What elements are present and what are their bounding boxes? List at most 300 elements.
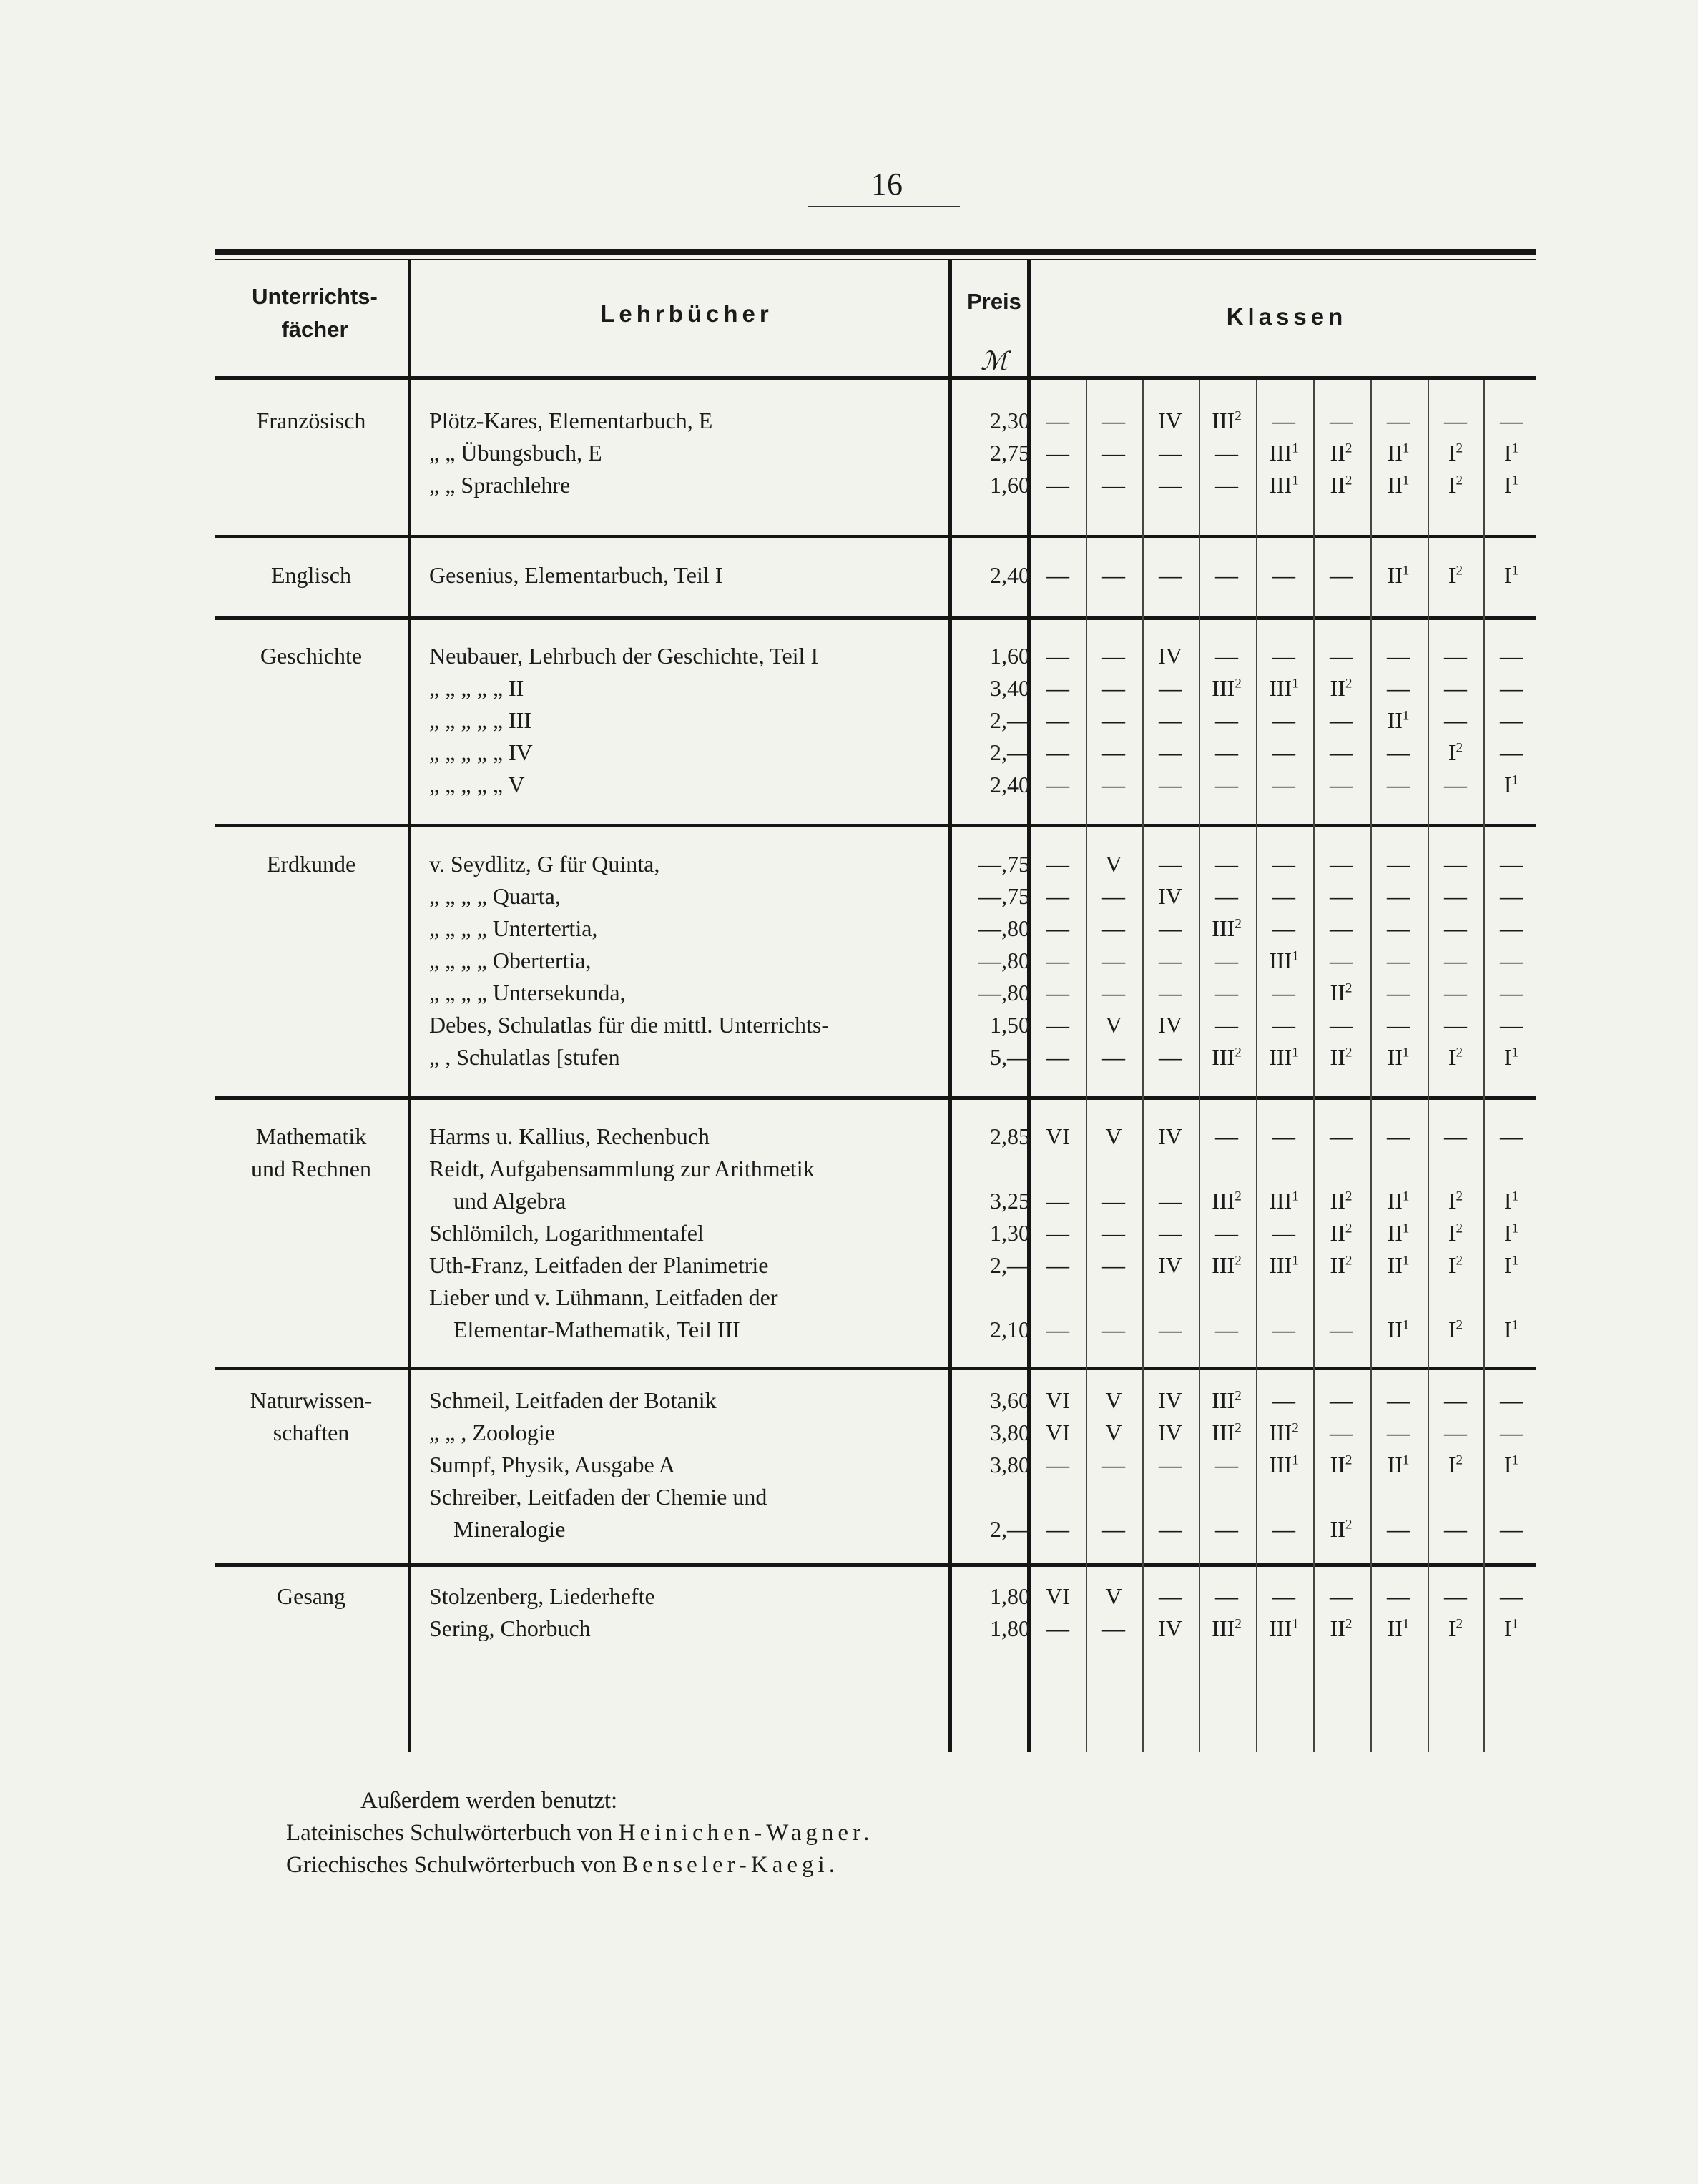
class-mark: —	[1159, 1317, 1182, 1342]
class-mark: —	[1330, 739, 1353, 765]
textbook-title: „ , Schulatlas [stufen	[429, 1044, 620, 1070]
class-mark: —	[1330, 1387, 1353, 1413]
footer-latin-text: Lateinisches Schulwörterbuch von	[286, 1820, 613, 1846]
price-value: 2,40	[990, 772, 1030, 797]
class-mark: III$^2$	[1212, 1252, 1242, 1278]
class-mark: —	[1500, 707, 1523, 733]
class-mark: —	[1159, 472, 1182, 498]
class-mark: —	[1500, 1583, 1523, 1609]
class-mark: —	[1387, 408, 1410, 433]
header-subject: Unterrichts- fächer	[252, 284, 378, 342]
class-mark: $I^2$	[1448, 1044, 1463, 1070]
textbook-title: Plötz-Kares, Elementarbuch, E	[429, 408, 713, 433]
class-mark: —	[1102, 562, 1125, 588]
class-mark: —	[1046, 1220, 1069, 1246]
class-mark: III$^2$	[1212, 1044, 1242, 1070]
class-mark: —	[1387, 851, 1410, 877]
header-currency: ℳ	[980, 347, 1009, 375]
class-mark: $II^2$	[1330, 1516, 1353, 1542]
class-mark: —	[1387, 1123, 1410, 1149]
class-mark: —	[1159, 1188, 1182, 1214]
header-classes: Klassen	[1226, 303, 1348, 330]
class-mark: —	[1215, 1220, 1238, 1246]
class-mark: —	[1444, 1387, 1467, 1413]
class-mark: $I^1$	[1503, 562, 1519, 588]
class-mark: $II^1$	[1387, 707, 1410, 733]
class-mark: —	[1387, 948, 1410, 973]
class-mark: —	[1330, 851, 1353, 877]
class-mark: —	[1272, 562, 1295, 588]
price-value: 3,60	[990, 1387, 1030, 1413]
class-mark: —	[1159, 772, 1182, 797]
textbook-title: Schmeil, Leitfaden der Botanik	[429, 1387, 717, 1413]
class-mark: —	[1159, 1220, 1182, 1246]
price-value: 1,80	[990, 1615, 1030, 1641]
class-mark: —	[1046, 1012, 1069, 1038]
class-mark: III$^1$	[1269, 1188, 1299, 1214]
class-mark: —	[1272, 980, 1295, 1005]
class-mark: —	[1046, 948, 1069, 973]
class-mark: —	[1102, 1044, 1125, 1070]
class-mark: —	[1102, 915, 1125, 941]
class-mark: —	[1272, 915, 1295, 941]
class-mark: —	[1159, 562, 1182, 588]
class-mark: —	[1500, 1012, 1523, 1038]
class-mark: III$^2$	[1212, 1387, 1242, 1413]
class-mark: —	[1272, 408, 1295, 433]
class-mark: III$^1$	[1269, 440, 1299, 466]
class-mark: —	[1215, 772, 1238, 797]
class-mark: III$^2$	[1212, 1615, 1242, 1641]
class-mark: —	[1330, 1123, 1353, 1149]
class-mark: —	[1330, 707, 1353, 733]
class-mark: VI	[1046, 1420, 1070, 1445]
class-mark: $I^1$	[1503, 440, 1519, 466]
class-mark: —	[1330, 915, 1353, 941]
class-mark: —	[1215, 739, 1238, 765]
class-mark: —	[1215, 1317, 1238, 1342]
class-mark: IV	[1158, 1420, 1182, 1445]
class-mark: III$^1$	[1269, 1615, 1299, 1641]
class-mark: —	[1330, 1317, 1353, 1342]
class-mark: $I^2$	[1448, 1615, 1463, 1641]
class-mark: —	[1159, 675, 1182, 701]
class-mark: —	[1444, 772, 1467, 797]
textbook-title: Uth-Franz, Leitfaden der Planimetrie	[429, 1252, 769, 1278]
textbook-title: Sumpf, Physik, Ausgabe A	[429, 1452, 676, 1477]
class-mark: V	[1105, 1012, 1122, 1038]
class-mark: —	[1046, 772, 1069, 797]
price-value: 2,75	[990, 440, 1030, 466]
class-mark: —	[1159, 1044, 1182, 1070]
price-value: —,80	[978, 948, 1030, 973]
class-mark: —	[1102, 1615, 1125, 1641]
textbook-title: „ „ „ „ „ III	[429, 707, 531, 733]
section-separator	[215, 824, 1536, 827]
class-mark: $II^2$	[1330, 440, 1353, 466]
class-mark: —	[1046, 707, 1069, 733]
class-mark: —	[1102, 472, 1125, 498]
class-mark: —	[1046, 915, 1069, 941]
class-mark: —	[1215, 1452, 1238, 1477]
class-mark: —	[1272, 851, 1295, 877]
class-mark: IV	[1158, 1615, 1182, 1641]
class-mark: $II^1$	[1387, 1044, 1410, 1070]
class-mark: V	[1105, 1583, 1122, 1609]
class-mark: —	[1444, 915, 1467, 941]
subject-label: Mathematik und Rechnen	[251, 1123, 371, 1181]
class-mark: —	[1046, 851, 1069, 877]
price-value: 1,30	[990, 1220, 1030, 1246]
textbook-title: und Algebra	[453, 1188, 566, 1214]
class-mark: —	[1330, 1583, 1353, 1609]
class-mark: —	[1500, 1387, 1523, 1413]
class-mark: —	[1387, 1583, 1410, 1609]
class-mark: —	[1330, 948, 1353, 973]
class-mark: —	[1046, 739, 1069, 765]
class-mark: —	[1215, 643, 1238, 669]
class-mark: —	[1159, 739, 1182, 765]
textbook-title: „ „ „ „ Untertertia,	[429, 915, 598, 941]
class-mark: $II^2$	[1330, 980, 1353, 1005]
class-mark: —	[1215, 562, 1238, 588]
class-mark: $I^1$	[1503, 1252, 1519, 1278]
class-mark: —	[1272, 1123, 1295, 1149]
price-value: 2,40	[990, 562, 1030, 588]
class-mark: —	[1444, 1012, 1467, 1038]
class-mark: —	[1500, 1420, 1523, 1445]
class-mark: —	[1330, 883, 1353, 909]
class-mark: —	[1046, 1252, 1069, 1278]
textbook-title: Schlömilch, Logarithmentafel	[429, 1220, 704, 1246]
class-mark: —	[1387, 1387, 1410, 1413]
class-mark: —	[1215, 1012, 1238, 1038]
table-top-rule	[215, 249, 1536, 255]
class-mark: —	[1102, 1452, 1125, 1477]
textbook-title: Neubauer, Lehrbuch der Geschichte, Teil I	[429, 643, 819, 669]
class-mark: $II^1$	[1387, 1317, 1410, 1342]
class-mark: —	[1387, 1420, 1410, 1445]
section-separator	[215, 616, 1536, 620]
class-mark: $II^1$	[1387, 1452, 1410, 1477]
price-value: —,75	[978, 851, 1030, 877]
class-mark: —	[1387, 980, 1410, 1005]
class-mark: —	[1215, 1516, 1238, 1542]
class-mark: —	[1215, 948, 1238, 973]
class-mark: —	[1159, 1452, 1182, 1477]
class-mark: VI	[1046, 1123, 1070, 1149]
textbook-title: „ „ Übungsbuch, E	[429, 440, 602, 466]
class-mark: $I^1$	[1503, 1220, 1519, 1246]
class-mark: —	[1444, 643, 1467, 669]
class-mark: —	[1102, 980, 1125, 1005]
class-mark: —	[1102, 1516, 1125, 1542]
footer-greek-author: Benseler-Kaegi.	[622, 1852, 839, 1878]
class-mark: $II^1$	[1387, 1615, 1410, 1641]
class-mark: III$^2$	[1212, 408, 1242, 433]
class-mark: —	[1330, 1012, 1353, 1038]
class-mark: III$^1$	[1269, 1252, 1299, 1278]
class-mark: $II^2$	[1330, 675, 1353, 701]
class-mark: —	[1387, 1516, 1410, 1542]
footer-latin-author: Heinichen-Wagner.	[618, 1820, 874, 1846]
class-mark: —	[1046, 472, 1069, 498]
class-mark: —	[1102, 408, 1125, 433]
class-mark: V	[1105, 1387, 1122, 1413]
class-mark: —	[1215, 883, 1238, 909]
price-value: 2,—	[990, 707, 1030, 733]
class-mark: —	[1272, 1012, 1295, 1038]
subject-column-rule	[408, 260, 411, 1752]
class-mark: IV	[1158, 883, 1182, 909]
textbook-title: „ „ , Zoologie	[429, 1420, 555, 1445]
class-mark: $I^1$	[1503, 1452, 1519, 1477]
class-mark: $I^2$	[1448, 1220, 1463, 1246]
class-mark: —	[1046, 1317, 1069, 1342]
footer-line-latin	[286, 1817, 873, 1849]
class-mark: —	[1215, 1123, 1238, 1149]
table-top-rule-thin	[215, 259, 1536, 260]
price-value: 2,85	[990, 1123, 1030, 1149]
class-mark: $I^1$	[1503, 1317, 1519, 1342]
price-value: 1,60	[990, 472, 1030, 498]
class-mark: $II^1$	[1387, 440, 1410, 466]
class-mark: $II^1$	[1387, 472, 1410, 498]
class-mark: —	[1500, 948, 1523, 973]
class-mark: $II^2$	[1330, 1615, 1353, 1641]
textbook-title: „ „ „ „ „ II	[429, 675, 524, 701]
subject-label: Naturwissen- schaften	[250, 1387, 373, 1445]
textbook-title: „ „ „ „ „ IV	[429, 739, 533, 765]
class-mark: —	[1215, 472, 1238, 498]
class-mark: —	[1500, 739, 1523, 765]
class-mark: $I^2$	[1448, 1252, 1463, 1278]
class-mark: —	[1159, 1583, 1182, 1609]
class-mark: III$^1$	[1269, 1452, 1299, 1477]
textbook-title: „ „ „ „ Untersekunda,	[429, 980, 626, 1005]
class-mark: —	[1102, 440, 1125, 466]
textbook-title: „ „ „ „ Quarta,	[429, 883, 561, 909]
class-mark: $II^1$	[1387, 1252, 1410, 1278]
class-mark: —	[1500, 851, 1523, 877]
price-value: 3,80	[990, 1420, 1030, 1445]
footer-line-greek	[286, 1849, 873, 1882]
class-mark: —	[1046, 1615, 1069, 1641]
class-mark: —	[1330, 408, 1353, 433]
header-bottom-rule	[215, 376, 1536, 380]
subject-label: Erdkunde	[266, 851, 356, 877]
class-mark: V	[1105, 1420, 1122, 1445]
class-mark: V	[1105, 1123, 1122, 1149]
class-mark: —	[1500, 883, 1523, 909]
price-value: 2,—	[990, 1252, 1030, 1278]
textbook-title: Sering, Chorbuch	[429, 1615, 591, 1641]
textbook-title: v. Seydlitz, G für Quinta,	[429, 851, 660, 877]
class-mark: —	[1444, 1516, 1467, 1542]
class-mark: —	[1102, 1220, 1125, 1246]
section-separator	[215, 1367, 1536, 1370]
textbook-title: Harms u. Kallius, Rechenbuch	[429, 1123, 710, 1149]
price-value: —,80	[978, 915, 1030, 941]
textbook-title: Stolzenberg, Liederhefte	[429, 1583, 655, 1609]
class-mark: —	[1272, 772, 1295, 797]
class-mark: —	[1330, 1420, 1353, 1445]
class-mark: —	[1387, 883, 1410, 909]
class-mark: —	[1215, 980, 1238, 1005]
class-mark: —	[1046, 440, 1069, 466]
class-mark: —	[1159, 1516, 1182, 1542]
textbook-title: „ „ „ „ „ V	[429, 772, 525, 797]
price-value: 5,—	[990, 1044, 1030, 1070]
class-mark: —	[1046, 643, 1069, 669]
class-mark: IV	[1158, 1012, 1182, 1038]
class-mark: $I^2$	[1448, 440, 1463, 466]
price-value: —,75	[978, 883, 1030, 909]
class-mark: VI	[1046, 1387, 1070, 1413]
class-mark: —	[1444, 851, 1467, 877]
class-mark: —	[1444, 948, 1467, 973]
class-mark: IV	[1158, 1123, 1182, 1149]
class-mark: $II^1$	[1387, 1220, 1410, 1246]
class-mark: IV	[1158, 408, 1182, 433]
class-mark: —	[1102, 772, 1125, 797]
class-mark: V	[1105, 851, 1122, 877]
class-mark: —	[1046, 1044, 1069, 1070]
class-mark: —	[1387, 1012, 1410, 1038]
class-mark: $I^1$	[1503, 472, 1519, 498]
class-mark: $I^2$	[1448, 1188, 1463, 1214]
price-value: —,80	[978, 980, 1030, 1005]
price-value: 2,10	[990, 1317, 1030, 1342]
class-mark: III$^2$	[1212, 915, 1242, 941]
class-mark: $II^2$	[1330, 1452, 1353, 1477]
textbook-title: Reidt, Aufgabensammlung zur Arithmetik	[429, 1156, 815, 1181]
class-mark: —	[1387, 643, 1410, 669]
class-mark: —	[1444, 980, 1467, 1005]
subject-label: Gesang	[277, 1583, 345, 1609]
class-mark: —	[1272, 1516, 1295, 1542]
footer-note	[286, 1785, 873, 1882]
subject-label: Französisch	[256, 408, 366, 433]
class-mark: III$^2$	[1212, 1188, 1242, 1214]
section-separator	[215, 535, 1536, 538]
class-mark: III$^1$	[1269, 675, 1299, 701]
class-mark: $II^2$	[1330, 1252, 1353, 1278]
class-mark: —	[1215, 851, 1238, 877]
section-separator	[215, 1096, 1536, 1100]
header-books: Lehrbücher	[600, 300, 773, 327]
class-mark: —	[1387, 772, 1410, 797]
class-mark: —	[1102, 739, 1125, 765]
price-value: 3,25	[990, 1188, 1030, 1214]
class-mark: —	[1215, 440, 1238, 466]
class-mark: —	[1102, 643, 1125, 669]
class-mark: —	[1444, 1123, 1467, 1149]
section-separator	[215, 1563, 1536, 1567]
class-mark: —	[1102, 1317, 1125, 1342]
textbook-title: Debes, Schulatlas für die mittl. Unterrichts-	[429, 1012, 829, 1038]
textbook-title: Lieber und v. Lühmann, Leitfaden der	[429, 1284, 778, 1310]
class-mark: $II^2$	[1330, 472, 1353, 498]
class-mark: $I^1$	[1503, 772, 1519, 797]
class-mark: IV	[1158, 1387, 1182, 1413]
class-mark: —	[1444, 707, 1467, 733]
class-mark: —	[1159, 980, 1182, 1005]
class-mark: —	[1046, 562, 1069, 588]
class-mark: —	[1159, 707, 1182, 733]
class-mark: —	[1046, 883, 1069, 909]
class-mark: III$^1$	[1269, 1044, 1299, 1070]
class-mark: —	[1387, 739, 1410, 765]
class-mark: $I^2$	[1448, 1317, 1463, 1342]
class-mark: IV	[1158, 643, 1182, 669]
class-mark: —	[1444, 883, 1467, 909]
subject-label: Englisch	[271, 562, 351, 588]
page-number-rule	[808, 206, 960, 207]
class-mark: —	[1500, 643, 1523, 669]
price-value: 1,50	[990, 1012, 1030, 1038]
textbook-title: Mineralogie	[453, 1516, 566, 1542]
class-mark: —	[1500, 675, 1523, 701]
price-value: 1,60	[990, 643, 1030, 669]
class-mark: $II^2$	[1330, 1188, 1353, 1214]
class-mark: $I^1$	[1503, 1044, 1519, 1070]
class-mark: —	[1272, 1583, 1295, 1609]
textbook-title: „ „ Sprachlehre	[429, 472, 571, 498]
class-mark: —	[1102, 707, 1125, 733]
class-mark: $I^1$	[1503, 1188, 1519, 1214]
price-value: 3,80	[990, 1452, 1030, 1477]
price-value: 3,40	[990, 675, 1030, 701]
class-mark: $I^2$	[1448, 562, 1463, 588]
class-mark: $II^1$	[1387, 562, 1410, 588]
class-mark: $I^2$	[1448, 1452, 1463, 1477]
textbook-title: Gesenius, Elementarbuch, Teil I	[429, 562, 723, 588]
class-mark: III$^2$	[1212, 1420, 1242, 1445]
class-mark: —	[1272, 739, 1295, 765]
class-mark: —	[1102, 1188, 1125, 1214]
price-value: 2,30	[990, 408, 1030, 433]
class-mark: —	[1159, 915, 1182, 941]
class-mark: —	[1272, 1220, 1295, 1246]
class-mark: —	[1102, 883, 1125, 909]
class-mark: $II^2$	[1330, 1044, 1353, 1070]
class-mark: —	[1102, 948, 1125, 973]
class-mark: —	[1330, 562, 1353, 588]
price-value: 2,—	[990, 739, 1030, 765]
class-mark: —	[1046, 980, 1069, 1005]
class-mark: —	[1330, 772, 1353, 797]
class-mark: —	[1159, 948, 1182, 973]
class-mark: —	[1159, 440, 1182, 466]
class-mark: —	[1444, 675, 1467, 701]
class-mark: —	[1272, 643, 1295, 669]
class-mark: $II^1$	[1387, 1188, 1410, 1214]
footer-intro: Außerdem werden benutzt:	[360, 1788, 618, 1814]
class-mark: —	[1046, 408, 1069, 433]
class-mark: —	[1102, 675, 1125, 701]
class-mark: III$^1$	[1269, 472, 1299, 498]
price-value: 2,—	[990, 1516, 1030, 1542]
class-mark: —	[1387, 675, 1410, 701]
class-mark: —	[1330, 643, 1353, 669]
class-mark: —	[1272, 707, 1295, 733]
class-mark: —	[1500, 980, 1523, 1005]
class-mark: VI	[1046, 1583, 1070, 1609]
class-mark: III$^2$	[1212, 675, 1242, 701]
class-mark: —	[1215, 1583, 1238, 1609]
subject-label: Geschichte	[260, 643, 363, 669]
